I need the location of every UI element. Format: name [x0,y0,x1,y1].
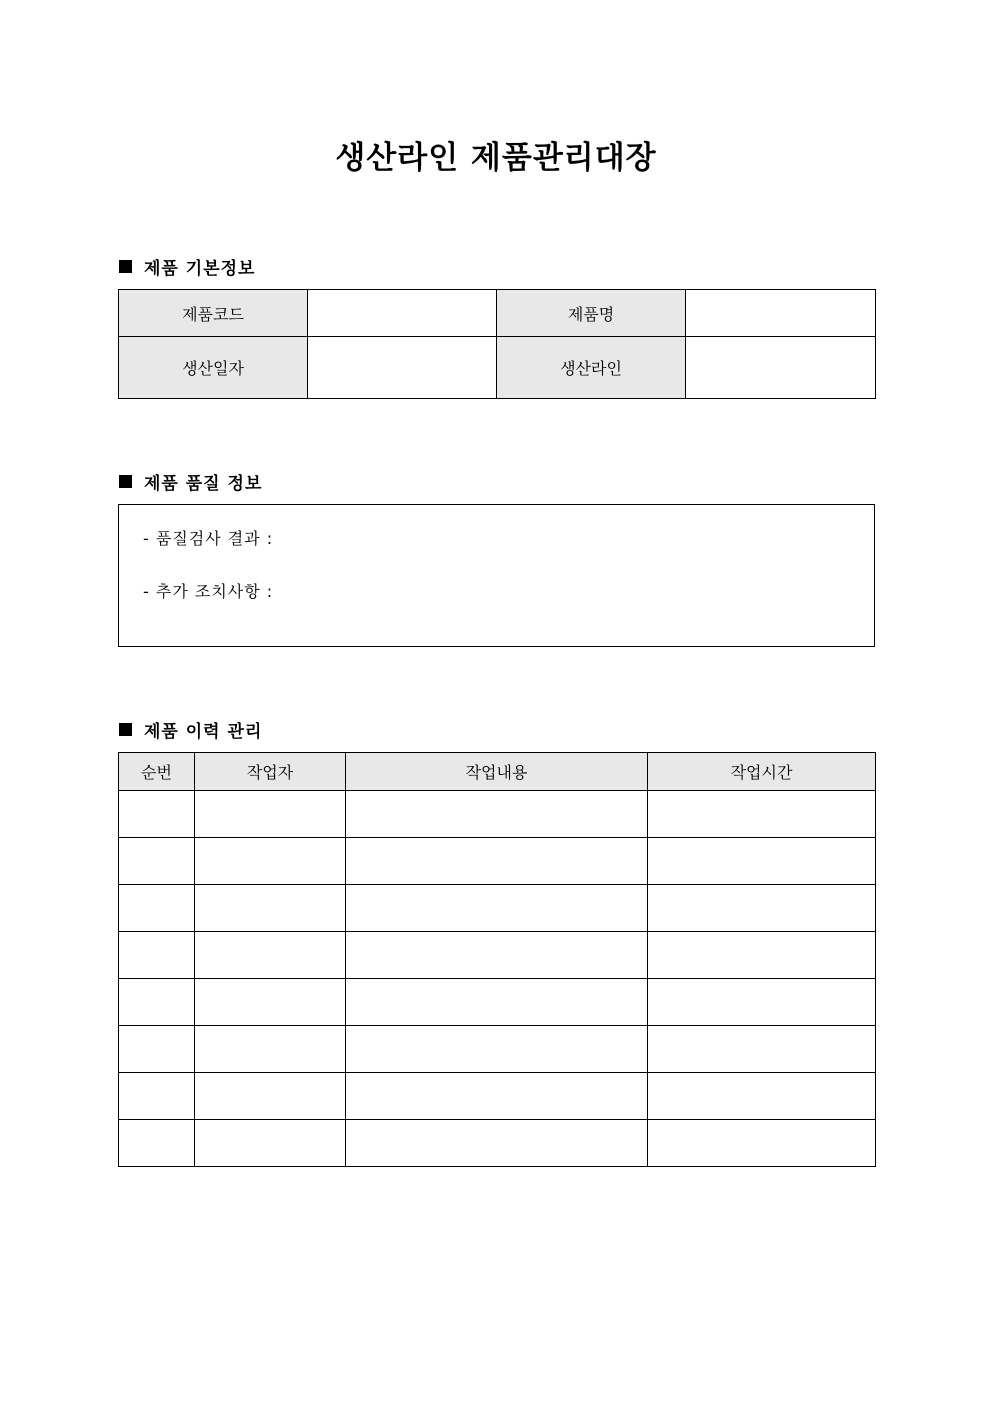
history-seq-cell[interactable] [119,838,195,885]
product-code-label: 제품코드 [119,290,308,337]
history-worker-cell[interactable] [195,885,346,932]
history-content-cell[interactable] [346,1073,648,1120]
history-content-cell[interactable] [346,979,648,1026]
table-row [119,838,876,885]
history-content-cell[interactable] [346,1026,648,1073]
document-title: 생산라인 제품관리대장 [335,140,657,176]
history-worker-cell[interactable] [195,791,346,838]
table-row [119,1120,876,1167]
section-heading-history [119,717,262,742]
product-code-value[interactable] [308,290,497,337]
history-time-cell[interactable] [648,838,876,885]
table-row [119,1026,876,1073]
production-date-value[interactable] [308,337,497,399]
production-date-label: 생산일자 [119,337,308,399]
quality-info-box[interactable] [118,504,875,647]
table-row [119,979,876,1026]
history-seq-cell[interactable] [119,1073,195,1120]
history-header-row [119,753,876,791]
history-content-cell[interactable] [346,932,648,979]
history-worker-cell[interactable] [195,838,346,885]
history-seq-cell[interactable] [119,979,195,1026]
production-line-value[interactable] [686,337,876,399]
square-bullet-icon [119,260,132,273]
history-seq-cell[interactable] [119,1120,195,1167]
square-bullet-icon [119,723,132,736]
basic-info-row [119,290,876,337]
history-seq-cell[interactable] [119,1026,195,1073]
section-heading-basic-info [119,254,255,279]
section-heading-label: 제품 품질 정보 [144,474,263,494]
section-heading-label: 제품 기본정보 [144,259,256,279]
product-name-label: 제품명 [497,290,686,337]
history-time-cell[interactable] [648,1120,876,1167]
column-header-worker: 작업자 [195,753,346,791]
table-row [119,791,876,838]
product-name-value[interactable] [686,290,876,337]
history-time-cell[interactable] [648,979,876,1026]
history-content-cell[interactable] [346,838,648,885]
history-worker-cell[interactable] [195,1073,346,1120]
history-time-cell[interactable] [648,932,876,979]
quality-inspection-result: - 품질검사 결과 : [143,529,274,548]
column-header-work-content: 작업내용 [346,753,648,791]
production-line-label: 생산라인 [497,337,686,399]
table-row [119,1073,876,1120]
column-header-work-time: 작업시간 [648,753,876,791]
history-worker-cell[interactable] [195,932,346,979]
history-time-cell[interactable] [648,1073,876,1120]
square-bullet-icon [119,475,132,488]
basic-info-table [118,289,876,399]
history-time-cell[interactable] [648,791,876,838]
history-time-cell[interactable] [648,885,876,932]
history-worker-cell[interactable] [195,1026,346,1073]
history-worker-cell[interactable] [195,979,346,1026]
history-seq-cell[interactable] [119,885,195,932]
history-time-cell[interactable] [648,1026,876,1073]
column-header-seq: 순번 [119,753,195,791]
history-worker-cell[interactable] [195,1120,346,1167]
additional-action-items: - 추가 조치사항 : [143,582,274,601]
table-row [119,932,876,979]
section-heading-label: 제품 이력 관리 [144,722,263,742]
section-heading-quality [119,469,262,494]
table-row [119,885,876,932]
history-seq-cell[interactable] [119,791,195,838]
history-seq-cell[interactable] [119,932,195,979]
basic-info-row [119,337,876,399]
history-table [118,752,876,1167]
history-content-cell[interactable] [346,885,648,932]
history-content-cell[interactable] [346,791,648,838]
history-content-cell[interactable] [346,1120,648,1167]
